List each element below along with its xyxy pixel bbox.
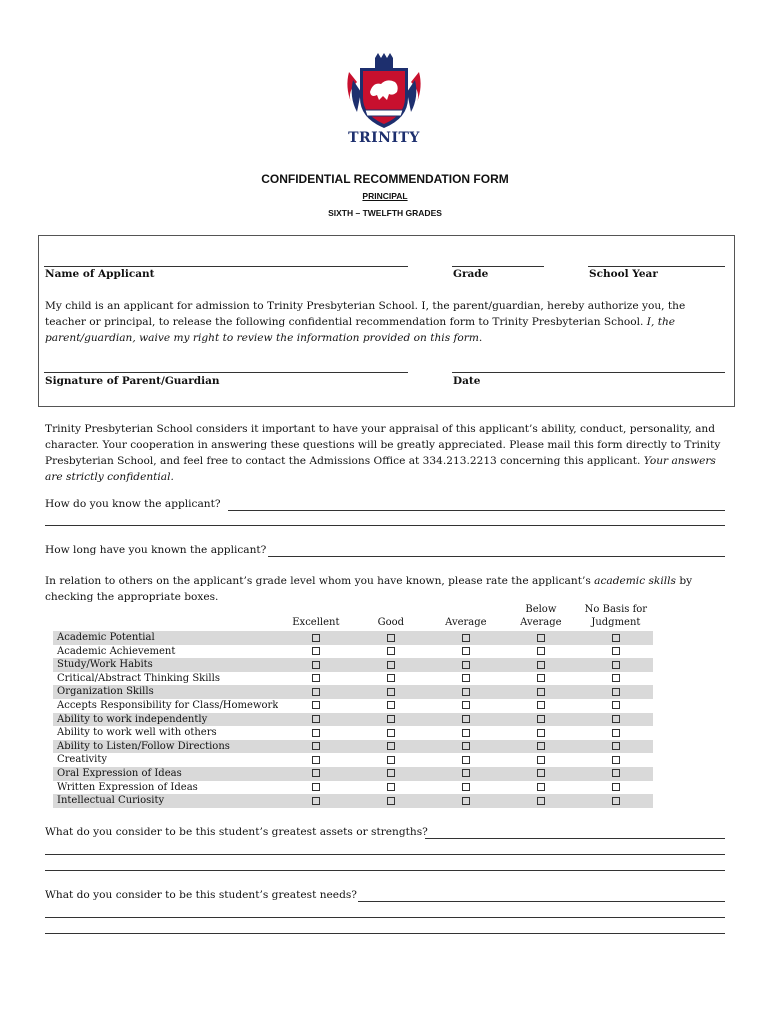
school-logo-wordmark: TRINITY <box>348 130 420 146</box>
consent-paragraph: My child is an applicant for admission to Trinity Presbyterian School. I, the parent/guardian, hereby authorize you, the teacher or principal, to release the following confidential recommendation form to Trinity Presbyterian School. I, the parent/guardian, waive my right to review the information provided on this form. <box>45 300 686 344</box>
column-header: Average <box>445 617 487 628</box>
rating-checkbox[interactable] <box>612 634 620 642</box>
question-how-know: How do you know the applicant? <box>45 498 221 510</box>
rating-checkbox[interactable] <box>612 688 620 696</box>
rating-checkbox[interactable] <box>462 769 470 777</box>
rating-row <box>53 658 653 672</box>
rating-row-label: Accepts Responsibility for Class/Homework <box>57 699 279 711</box>
rating-row-label: Written Expression of Ideas <box>57 781 198 793</box>
rating-checkbox[interactable] <box>612 674 620 682</box>
rating-checkbox[interactable] <box>312 756 320 764</box>
rating-checkbox[interactable] <box>387 783 395 791</box>
rating-row <box>53 713 653 727</box>
rating-row <box>53 631 653 645</box>
answer-needs-line-3[interactable] <box>45 933 725 934</box>
rating-row-label: Study/Work Habits <box>53 658 278 672</box>
rating-checkbox[interactable] <box>312 797 320 805</box>
name-of-applicant-label: Name of Applicant <box>45 268 155 280</box>
rating-row-label: Organization Skills <box>53 685 278 699</box>
rating-row-label: Ability to work independently <box>53 713 278 727</box>
rating-checkbox[interactable] <box>312 634 320 642</box>
rating-checkbox[interactable] <box>387 729 395 737</box>
rating-checkbox[interactable] <box>537 701 545 709</box>
answer-how-know-line-2[interactable] <box>45 525 725 526</box>
rating-checkbox[interactable] <box>312 701 320 709</box>
rating-row <box>53 726 653 740</box>
signature-date-line[interactable] <box>452 372 725 373</box>
rating-checkbox[interactable] <box>537 769 545 777</box>
intro-paragraph: Trinity Presbyterian School considers it important to have your appraisal of this applicant’s ability, conduct, personality, and character. Your cooperation in answering these questions will be greatly appreciated. Please mail this form directly to Trinity Presbyterian School, and feel free to contact the Admissions Office at 334.213.2213 concerning this applicant. Your answers are strictly confidential. <box>45 423 721 483</box>
rating-instructions: In relation to others on the applicant’s grade level whom you have known, please rate the applicant’s academic skills by checking the appropriate boxes. <box>45 575 693 603</box>
rating-checkbox[interactable] <box>537 715 545 723</box>
rating-row <box>53 753 653 767</box>
rating-row <box>53 699 653 713</box>
rating-checkbox[interactable] <box>312 715 320 723</box>
grade-line[interactable] <box>452 266 544 267</box>
rating-checkbox[interactable] <box>387 715 395 723</box>
rating-checkbox[interactable] <box>312 769 320 777</box>
rating-checkbox[interactable] <box>462 688 470 696</box>
rating-checkbox[interactable] <box>387 797 395 805</box>
rating-row <box>53 672 653 686</box>
rating-checkbox[interactable] <box>612 701 620 709</box>
rating-checkbox[interactable] <box>462 729 470 737</box>
answer-how-know-line-1[interactable] <box>228 510 725 511</box>
question-how-long: How long have you known the applicant? <box>45 544 267 556</box>
academic-skills-rating-table <box>53 603 653 808</box>
column-header: Excellent <box>292 617 340 628</box>
column-header <box>503 603 578 631</box>
rating-checkbox[interactable] <box>462 674 470 682</box>
rating-checkbox[interactable] <box>312 674 320 682</box>
date-label: Date <box>453 375 481 387</box>
school-year-label: School Year <box>589 268 658 280</box>
rating-checkbox[interactable] <box>537 797 545 805</box>
rating-row-label: Academic Potential <box>53 631 278 645</box>
rating-row-label: Intellectual Curiosity <box>53 794 278 808</box>
rating-checkbox[interactable] <box>612 729 620 737</box>
rating-checkbox[interactable] <box>312 729 320 737</box>
rating-row-label: Ability to Listen/Follow Directions <box>53 740 278 754</box>
rating-checkbox[interactable] <box>612 783 620 791</box>
rating-checkbox[interactable] <box>537 647 545 655</box>
grade-label: Grade <box>453 268 489 280</box>
rating-row <box>53 767 653 781</box>
form-subtitle-grades: SIXTH – TWELFTH GRADES <box>328 208 442 218</box>
question-needs: What do you consider to be this student’s greatest needs? <box>45 889 357 901</box>
rating-checkbox[interactable] <box>462 783 470 791</box>
rating-checkbox[interactable] <box>462 661 470 669</box>
signature-line[interactable] <box>44 372 408 373</box>
column-header-below-average: Below Average <box>520 604 562 628</box>
rating-checkbox[interactable] <box>312 783 320 791</box>
rating-checkbox[interactable] <box>462 797 470 805</box>
rating-row <box>53 794 653 808</box>
rating-checkbox[interactable] <box>387 634 395 642</box>
rating-checkbox[interactable] <box>462 715 470 723</box>
rating-checkbox[interactable] <box>612 769 620 777</box>
answer-strengths-line-2[interactable] <box>45 854 725 855</box>
rating-row-label: Ability to work well with others <box>57 727 217 739</box>
rating-checkbox[interactable] <box>462 756 470 764</box>
column-header-no-basis: No Basis for Judgment <box>584 604 648 628</box>
rating-checkbox[interactable] <box>312 742 320 750</box>
rating-checkbox[interactable] <box>387 756 395 764</box>
answer-strengths-line-3[interactable] <box>45 870 725 871</box>
form-title: CONFIDENTIAL RECOMMENDATION FORM <box>261 172 509 186</box>
rating-checkbox[interactable] <box>387 647 395 655</box>
rating-checkbox[interactable] <box>537 756 545 764</box>
rating-checkbox[interactable] <box>462 742 470 750</box>
rating-checkbox[interactable] <box>537 742 545 750</box>
rating-row-label: Creativity <box>57 754 108 766</box>
rating-checkbox[interactable] <box>387 742 395 750</box>
column-header: Good <box>377 617 405 628</box>
rating-checkbox[interactable] <box>537 634 545 642</box>
rating-checkbox[interactable] <box>462 634 470 642</box>
question-strengths: What do you consider to be this student’s greatest assets or strengths? <box>45 826 428 838</box>
rating-checkbox[interactable] <box>387 701 395 709</box>
rating-checkbox[interactable] <box>612 756 620 764</box>
rating-checkbox[interactable] <box>612 715 620 723</box>
form-subtitle-principal: PRINCIPAL <box>362 191 408 201</box>
column-header <box>578 603 653 631</box>
rating-checkbox[interactable] <box>387 688 395 696</box>
rating-checkbox[interactable] <box>612 661 620 669</box>
rating-checkbox[interactable] <box>612 647 620 655</box>
rating-row-label: Academic Achievement <box>57 645 176 657</box>
rating-checkbox[interactable] <box>462 647 470 655</box>
rating-row <box>53 685 653 699</box>
rating-checkbox[interactable] <box>612 742 620 750</box>
rating-checkbox[interactable] <box>537 674 545 682</box>
answer-needs-line-2[interactable] <box>45 917 725 918</box>
rating-checkbox[interactable] <box>312 688 320 696</box>
name-of-applicant-line[interactable] <box>44 266 408 267</box>
answer-strengths-line-1[interactable] <box>425 838 725 839</box>
rating-checkbox[interactable] <box>537 729 545 737</box>
rating-checkbox[interactable] <box>537 661 545 669</box>
rating-row <box>53 781 653 795</box>
signature-label: Signature of Parent/Guardian <box>45 375 220 387</box>
rating-checkbox[interactable] <box>537 688 545 696</box>
rating-row <box>53 645 653 659</box>
rating-checkbox[interactable] <box>312 661 320 669</box>
rating-checkbox[interactable] <box>387 769 395 777</box>
rating-row-label: Oral Expression of Ideas <box>53 767 278 781</box>
answer-how-long-line[interactable] <box>268 556 725 557</box>
rating-checkbox[interactable] <box>387 661 395 669</box>
rating-checkbox[interactable] <box>537 783 545 791</box>
rating-checkbox[interactable] <box>612 797 620 805</box>
rating-checkbox[interactable] <box>387 674 395 682</box>
rating-checkbox[interactable] <box>462 701 470 709</box>
school-year-line[interactable] <box>588 266 725 267</box>
rating-row-label: Critical/Abstract Thinking Skills <box>57 672 220 684</box>
rating-checkbox[interactable] <box>312 647 320 655</box>
rating-row <box>53 740 653 754</box>
answer-needs-line-1[interactable] <box>358 901 725 902</box>
